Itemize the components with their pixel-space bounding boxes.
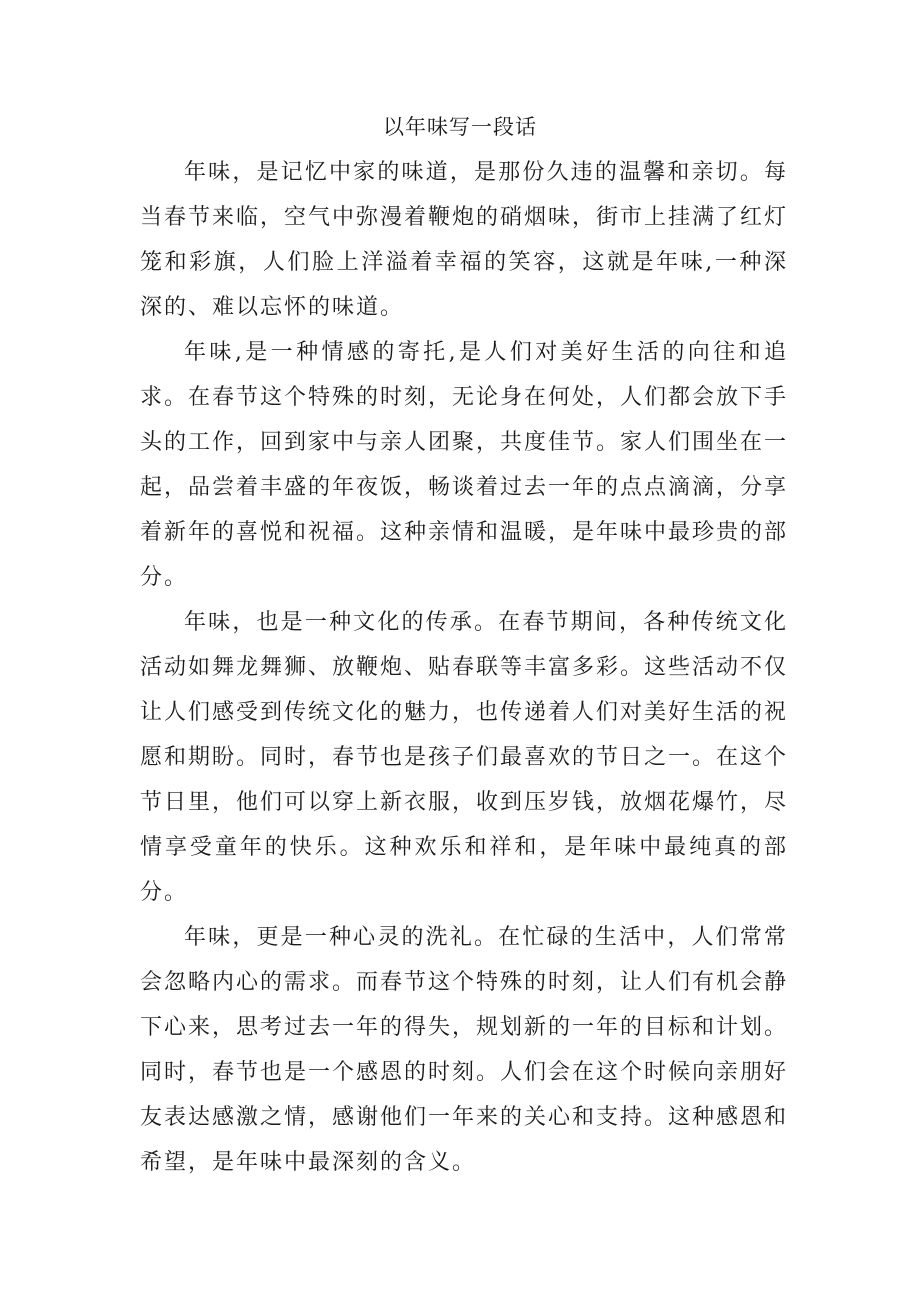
document-title: 以年味写一段话 (383, 115, 537, 139)
paragraph-3: 年味，也是一种文化的传承。在春节期间，各种传统文化活动如舞龙舞狮、放鞭炮、贴春联等丰富多彩。这些活动不仅让人们感受到传统文化的魅力，也传递着人们对美好生活的祝愿和期盼。同时，春节也是孩子们最喜欢的节日之一。在这个节日里，他们可以穿上新衣服，收到压岁钱，放烟花爆竹，尽情享受童年的快乐。这种欢乐和祥和，是年味中最纯真的部分。 (140, 610, 789, 905)
document-body (140, 150, 788, 1185)
paragraph-2: 年味,是一种情感的寄托,是人们对美好生活的向往和追求。在春节这个特殊的时刻，无论身在何处，人们都会放下手头的工作，回到家中与亲人团聚，共度佳节。家人们围坐在一起，品尝着丰盛的年夜饭，畅谈着过去一年的点点滴滴，分享着新年的喜悦和祝福。这种亲情和温暖，是年味中最珍贵的部分。 (140, 340, 789, 590)
paragraph-4: 年味，更是一种心灵的洗礼。在忙碌的生活中，人们常常会忽略内心的需求。而春节这个特殊的时刻，让人们有机会静下心来，思考过去一年的得失，规划新的一年的目标和计划。同时，春节也是一个感恩的时刻。人们会在这个时候向亲朋好友表达感激之情，感谢他们一年来的关心和支持。这种感恩和希望，是年味中最深刻的含义。 (140, 925, 789, 1175)
paragraph-1: 年味，是记忆中家的味道，是那份久违的温馨和亲切。每当春节来临，空气中弥漫着鞭炮的硝烟味，街市上挂满了红灯笼和彩旗，人们脸上洋溢着幸福的笑容，这就是年味,一种深深的、难以忘怀的味道。 (140, 160, 789, 320)
